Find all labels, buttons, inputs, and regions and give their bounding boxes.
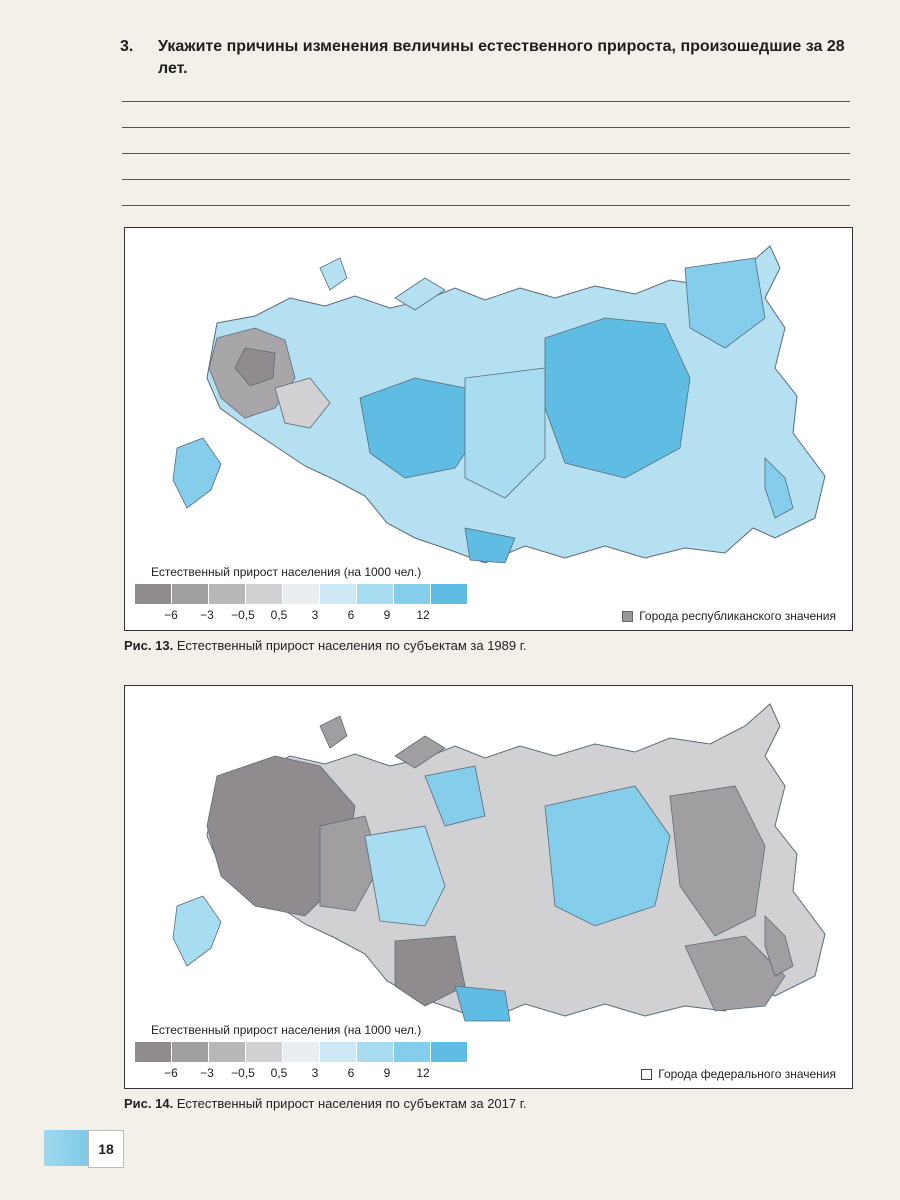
legend-tick: 9 <box>383 608 391 622</box>
legend-tick: −0,5 <box>231 608 255 622</box>
legend-tick: 0,5 <box>270 1066 288 1080</box>
answer-line[interactable] <box>122 179 850 180</box>
legend-swatch <box>320 584 357 604</box>
legend-tick: 0,5 <box>270 608 288 622</box>
question <box>120 36 855 80</box>
legend-tick: −6 <box>164 1066 178 1080</box>
legend-ticks <box>135 1066 459 1080</box>
cities-note-text: Города федерального значения <box>658 1067 836 1081</box>
legend-swatch <box>431 584 468 604</box>
legend-ticks <box>135 608 459 622</box>
legend-tick: −3 <box>200 608 214 622</box>
legend-swatch <box>209 584 246 604</box>
question-text: Укажите причины изменения величины естественного прироста, произошедшие за 28 лет. <box>158 38 845 77</box>
legend-swatch <box>135 1042 172 1062</box>
legend-tick: −3 <box>200 1066 214 1080</box>
legend-swatch <box>209 1042 246 1062</box>
legend-swatch <box>283 584 320 604</box>
legend-swatch <box>394 1042 431 1062</box>
legend-tick: −0,5 <box>231 1066 255 1080</box>
legend-swatch <box>431 1042 468 1062</box>
page-number: 18 <box>88 1130 124 1168</box>
legend-swatch <box>320 1042 357 1062</box>
caption-label: Рис. 13. <box>124 638 174 653</box>
legend-tick: 3 <box>311 608 319 622</box>
caption-text: Естественный прирост населения по субъектам за 1989 г. <box>176 638 527 653</box>
cities-note <box>622 609 836 623</box>
caption-text: Естественный прирост населения по субъектам за 2017 г. <box>176 1096 527 1111</box>
answer-line[interactable] <box>122 127 850 128</box>
figure-caption-14 <box>124 1096 527 1111</box>
legend-tick: 12 <box>416 608 430 622</box>
answer-line[interactable] <box>122 101 850 102</box>
figure-caption-13 <box>124 638 527 653</box>
legend-swatches <box>135 1042 468 1062</box>
question-number: 3. <box>120 38 134 55</box>
caption-label: Рис. 14. <box>124 1096 174 1111</box>
legend-swatch <box>357 584 394 604</box>
legend-title: Естественный прирост населения (на 1000 чел.) <box>151 1023 422 1037</box>
legend-tick: 12 <box>416 1066 430 1080</box>
legend-swatch <box>246 584 283 604</box>
cities-note <box>641 1067 836 1081</box>
legend-swatches <box>135 584 468 604</box>
legend-tick: 6 <box>347 608 355 622</box>
legend-swatch <box>357 1042 394 1062</box>
legend-title: Естественный прирост населения (на 1000 чел.) <box>151 565 422 579</box>
legend-swatch <box>394 584 431 604</box>
answer-line[interactable] <box>122 153 850 154</box>
legend-swatch <box>135 584 172 604</box>
legend-tick: 9 <box>383 1066 391 1080</box>
cities-marker-icon <box>622 611 633 622</box>
legend-swatch <box>246 1042 283 1062</box>
map-2017 <box>124 685 853 1089</box>
legend-swatch <box>172 584 209 604</box>
legend-tick: 6 <box>347 1066 355 1080</box>
legend-tick: 3 <box>311 1066 319 1080</box>
map-1989 <box>124 227 853 631</box>
legend-swatch <box>172 1042 209 1062</box>
answer-line[interactable] <box>122 205 850 206</box>
cities-marker-icon <box>641 1069 652 1080</box>
legend-swatch <box>283 1042 320 1062</box>
cities-note-text: Города республиканского значения <box>639 609 836 623</box>
legend-tick: −6 <box>164 608 178 622</box>
